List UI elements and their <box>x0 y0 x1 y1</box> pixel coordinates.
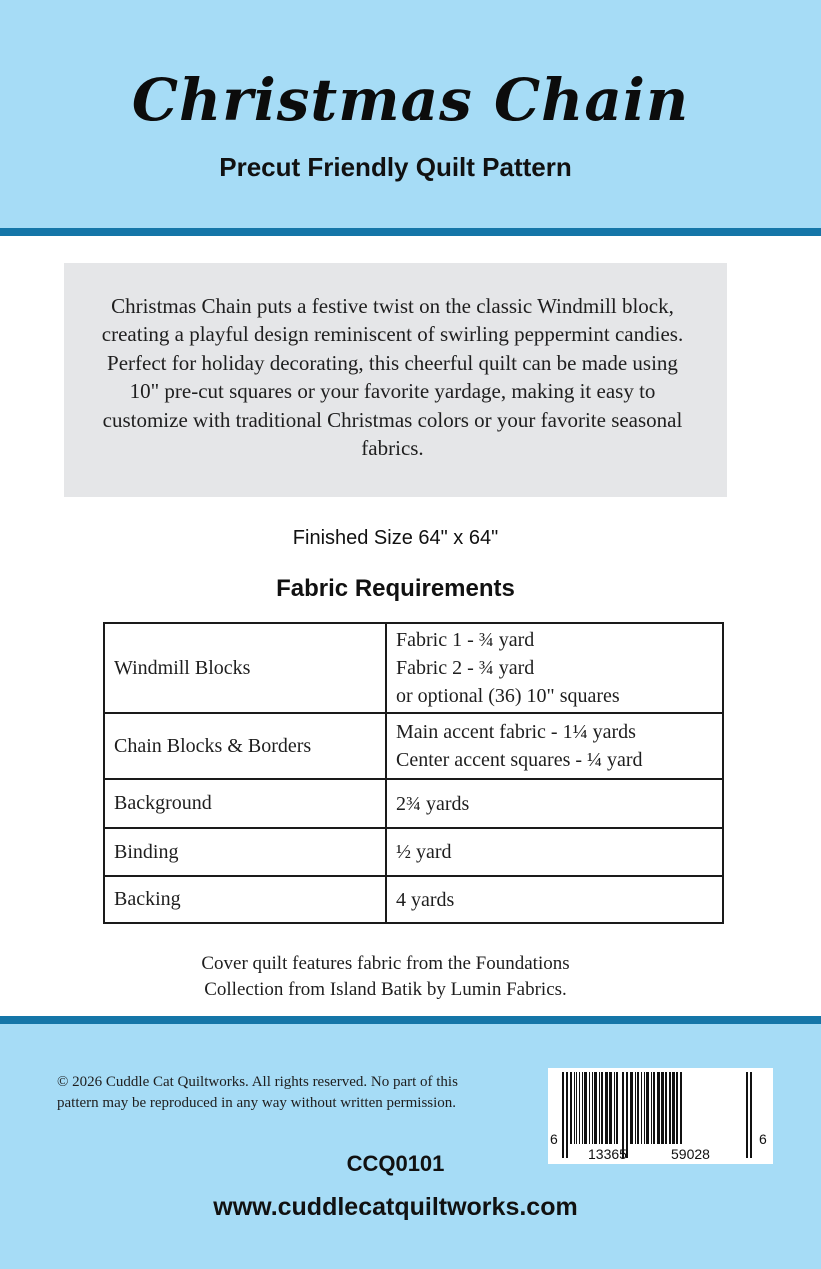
barcode-bar <box>599 1072 600 1144</box>
barcode-bar <box>616 1072 618 1144</box>
barcode-bars <box>548 1068 773 1164</box>
row-item: Backing <box>104 876 386 923</box>
table-row <box>104 623 723 713</box>
barcode-bar <box>592 1072 593 1144</box>
barcode-bar <box>562 1072 564 1158</box>
barcode-bar <box>566 1072 568 1158</box>
barcode-bar <box>665 1072 667 1144</box>
amount-line: Center accent squares - ¼ yard <box>396 749 643 771</box>
row-amount <box>386 623 723 713</box>
barcode-bar <box>605 1072 608 1144</box>
table-row <box>104 876 723 923</box>
table-row <box>104 779 723 828</box>
credit-line: Collection from Island Batik by Lumin Fabrics. <box>204 978 567 1000</box>
barcode-bar <box>589 1072 590 1144</box>
barcode-bar <box>630 1072 633 1144</box>
barcode-bar <box>653 1072 655 1144</box>
barcode-bar <box>635 1072 636 1144</box>
row-item: Binding <box>104 828 386 876</box>
fabric-requirements-table <box>103 622 724 924</box>
row-amount <box>386 876 723 923</box>
barcode-bar <box>672 1072 675 1144</box>
barcode-lead-digit: 6 <box>550 1131 558 1147</box>
barcode-bar <box>641 1072 642 1144</box>
row-amount <box>386 713 723 779</box>
table-row <box>104 713 723 779</box>
copyright-line: © 2026 Cuddle Cat Quiltworks. All rights reserved. No part of this <box>57 1074 458 1090</box>
barcode-bar <box>676 1072 678 1144</box>
barcode-bar <box>582 1072 583 1144</box>
amount-line: ½ yard <box>396 841 452 863</box>
barcode-bar <box>646 1072 649 1144</box>
barcode-bar <box>680 1072 682 1144</box>
fabric-credit <box>0 951 771 1002</box>
pattern-sku: CCQ0101 <box>346 1151 445 1176</box>
row-item: Background <box>104 779 386 828</box>
table-row <box>104 828 723 876</box>
row-amount <box>386 779 723 828</box>
barcode-right-group: 59028 <box>671 1146 710 1162</box>
row-item: Chain Blocks & Borders <box>104 713 386 779</box>
barcode-left-group: 13365 <box>588 1146 627 1162</box>
pattern-subtitle: Precut Friendly Quilt Pattern <box>219 152 572 182</box>
website-url: www.cuddlecatquiltworks.com <box>213 1193 578 1221</box>
copyright-notice <box>57 1072 527 1114</box>
amount-line: Main accent fabric - 1¼ yards <box>396 721 636 743</box>
barcode-bar <box>594 1072 597 1144</box>
barcode-bar <box>574 1072 575 1144</box>
header-divider <box>0 228 821 236</box>
fabric-requirements-heading: Fabric Requirements <box>276 575 515 602</box>
barcode-bar <box>576 1072 577 1144</box>
barcode-bar <box>661 1072 664 1144</box>
amount-line: 4 yards <box>396 888 455 911</box>
pattern-title: Christmas Chain <box>131 66 690 134</box>
amount-line: 2¾ yards <box>396 792 470 815</box>
amount-line: Fabric 2 - ¾ yard <box>396 657 535 679</box>
barcode-bar <box>746 1072 748 1158</box>
barcode-bar <box>609 1072 612 1144</box>
barcode-bar <box>579 1072 580 1144</box>
row-amount <box>386 828 723 876</box>
amount-line: Fabric 1 - ¾ yard <box>396 629 535 651</box>
barcode-bar <box>750 1072 752 1158</box>
barcode-bar <box>669 1072 671 1144</box>
barcode-check-digit: 6 <box>759 1131 767 1147</box>
amount-line: or optional (36) 10" squares <box>396 685 620 707</box>
credit-line: Cover quilt features fabric from the Foundations <box>201 953 570 974</box>
barcode-bar <box>601 1072 603 1144</box>
barcode-bar <box>651 1072 652 1144</box>
copyright-line: pattern may be reproduced in any way without written permission. <box>57 1095 457 1111</box>
barcode-bar <box>657 1072 660 1144</box>
barcode-bar <box>584 1072 587 1144</box>
finished-size: Finished Size 64" x 64" <box>292 527 499 549</box>
row-item: Windmill Blocks <box>104 623 386 713</box>
upc-barcode <box>548 1068 773 1164</box>
barcode-bar <box>637 1072 639 1144</box>
description-text: Christmas Chain puts a festive twist on the classic Windmill block, creating a playful design reminiscent of swirling peppermint candies. Perfect for holiday decorating, this cheerful quilt can be made using 10" pre-cut squares or your favorite yardage, making it easy to customize with traditional Christmas colors or your favorite seasonal fabrics. <box>101 294 684 461</box>
barcode-bar <box>570 1072 572 1144</box>
barcode-bar <box>644 1072 645 1144</box>
footer-divider <box>0 1016 821 1024</box>
barcode-bar <box>614 1072 615 1144</box>
